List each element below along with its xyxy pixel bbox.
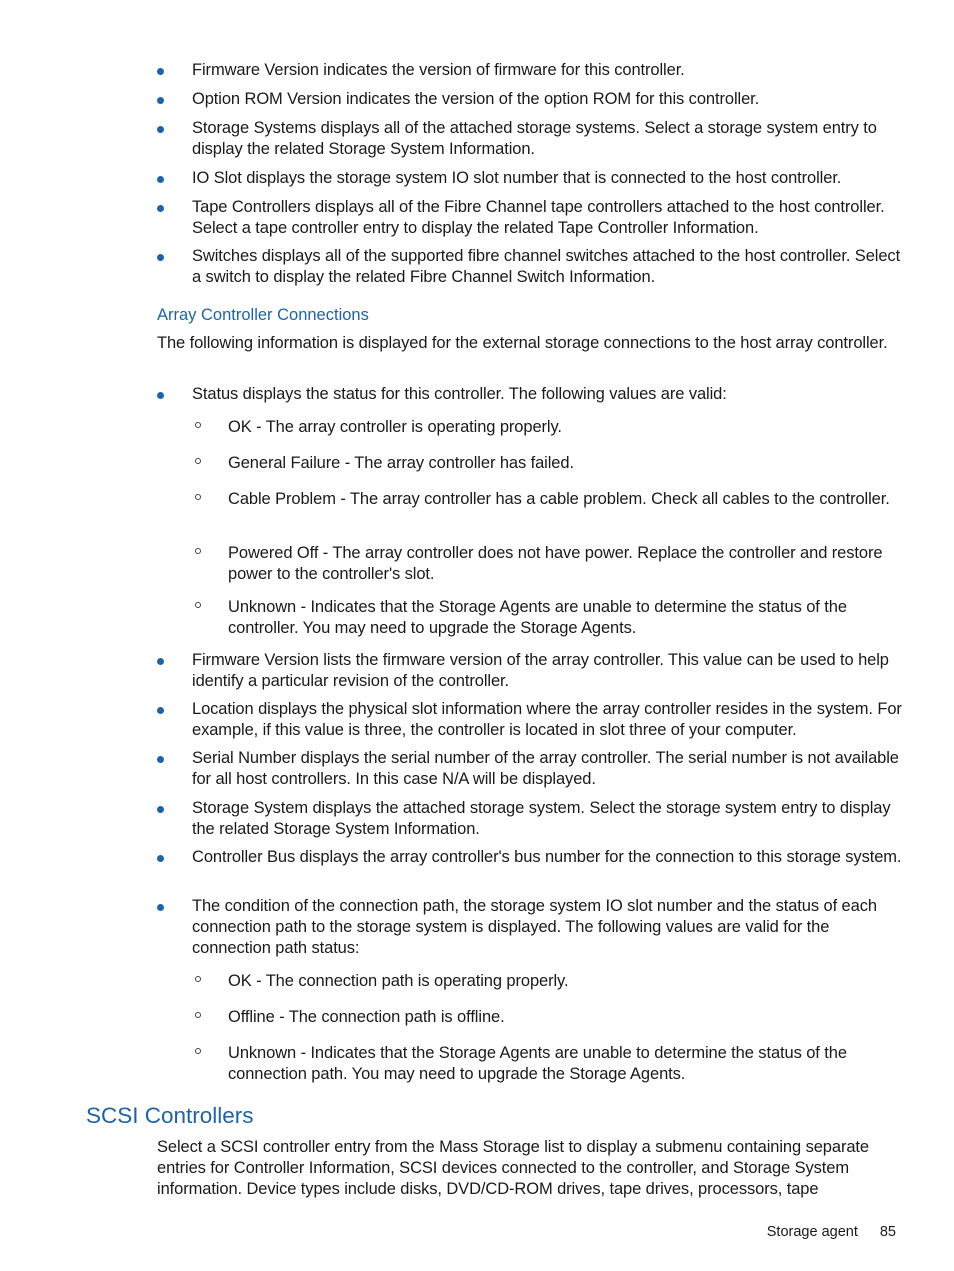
circle-bullet-icon [195, 422, 201, 428]
section-heading: SCSI Controllers [86, 1103, 254, 1128]
list-item [192, 197, 904, 239]
list-item [192, 650, 904, 692]
circle-bullet-icon [195, 1048, 201, 1054]
bullet-icon [157, 205, 164, 212]
bullet-icon [157, 254, 164, 261]
intro-paragraph: The following information is displayed for the external storage connections to the host array controller. [157, 334, 888, 352]
bullet-icon [157, 855, 164, 862]
list-item-text: Option ROM Version indicates the version of the option ROM for this controller. [192, 90, 760, 108]
bullet-icon [157, 707, 164, 714]
list-item [192, 118, 904, 160]
sub-list-item-text: OK - The connection path is operating properly. [228, 972, 569, 990]
circle-bullet-icon [195, 976, 201, 982]
sub-list-item-text: OK - The array controller is operating properly. [228, 418, 562, 436]
list-item [192, 798, 904, 840]
bullet-icon [157, 904, 164, 911]
list-item [192, 699, 904, 741]
bullet-icon [157, 658, 164, 665]
list-item-text: Controller Bus displays the array controller's bus number for the connection to this storage system. [192, 848, 902, 866]
list-item-text: Firmware Version lists the firmware version of the array controller. This value can be used to help identify a particular revision of the controller. [192, 651, 889, 690]
list-item [192, 896, 904, 959]
scsi-paragraph: Select a SCSI controller entry from the Mass Storage list to display a submenu containing separate entries for Controller Information, SCSI devices connected to the controller, and Storage System information. Device types include disks, DVD/CD-ROM drives, tape drives, processors, tape [157, 1138, 869, 1198]
bullet-icon [157, 806, 164, 813]
list-item [192, 246, 904, 288]
bullet-icon [157, 126, 164, 133]
circle-bullet-icon [195, 494, 201, 500]
list-item-text: Switches displays all of the supported fibre channel switches attached to the host controller. Select a switch to display the related Fibre Channel Switch Information. [192, 247, 901, 286]
list-item-text: Serial Number displays the serial number of the array controller. The serial number is not available for all host controllers. In this case N/A will be displayed. [192, 749, 899, 788]
bullet-icon [157, 68, 164, 75]
list-item-text: The condition of the connection path, the storage system IO slot number and the status of each connection path to the storage system is displayed. The following values are valid for the connection path status: [192, 897, 877, 957]
list-item [192, 168, 904, 189]
section-subheading: Array Controller Connections [157, 306, 369, 324]
sub-list-item-text: Powered Off - The array controller does not have power. Replace the controller and restore power to the controller's slot. [228, 544, 883, 583]
sub-list-item [228, 1007, 904, 1028]
sub-list-item [228, 971, 904, 992]
bullet-icon [157, 756, 164, 763]
list-item-text: Location displays the physical slot information where the array controller resides in the system. For example, if this value is three, the controller is located in slot three of your computer. [192, 700, 902, 739]
sub-list-item-text: Unknown - Indicates that the Storage Agents are unable to determine the status of the controller. You may need to upgrade the Storage Agents. [228, 598, 847, 637]
list-item-text: Firmware Version indicates the version of firmware for this controller. [192, 61, 685, 79]
list-item-text: Storage System displays the attached storage system. Select the storage system entry to display the related Storage System Information. [192, 799, 891, 838]
page-footer [767, 1222, 896, 1242]
circle-bullet-icon [195, 548, 201, 554]
sub-list-item [228, 417, 904, 438]
sub-list-item [228, 489, 904, 510]
sub-list-item-text: Cable Problem - The array controller has a cable problem. Check all cables to the controller. [228, 490, 890, 508]
circle-bullet-icon [195, 1012, 201, 1018]
sub-list-item [228, 1043, 904, 1085]
circle-bullet-icon [195, 458, 201, 464]
sub-list-item-text: Offline - The connection path is offline. [228, 1008, 505, 1026]
list-item-text: Tape Controllers displays all of the Fibre Channel tape controllers attached to the host controller. Select a tape controller entry to display the related Tape Controller Information. [192, 198, 885, 237]
list-item-text: Status displays the status for this controller. The following values are valid: [192, 385, 727, 403]
sub-list-item [228, 543, 904, 585]
list-item-text: Storage Systems displays all of the attached storage systems. Select a storage system entry to display the related Storage System Information. [192, 119, 877, 158]
sub-list-item [228, 453, 904, 474]
bullet-icon [157, 392, 164, 399]
list-item [192, 384, 904, 405]
list-item [192, 748, 904, 790]
list-item [192, 89, 904, 110]
bullet-icon [157, 97, 164, 104]
bullet-icon [157, 176, 164, 183]
circle-bullet-icon [195, 602, 201, 608]
footer-section-label: Storage agent [766, 1224, 858, 1240]
sub-list-item [228, 597, 904, 639]
list-item-text: IO Slot displays the storage system IO slot number that is connected to the host controller. [192, 169, 842, 187]
list-item [192, 847, 904, 868]
page-number: 85 [879, 1224, 896, 1240]
sub-list-item-text: Unknown - Indicates that the Storage Agents are unable to determine the status of the connection path. You may need to upgrade the Storage Agents. [228, 1044, 847, 1083]
list-item [192, 60, 904, 81]
sub-list-item-text: General Failure - The array controller has failed. [228, 454, 574, 472]
